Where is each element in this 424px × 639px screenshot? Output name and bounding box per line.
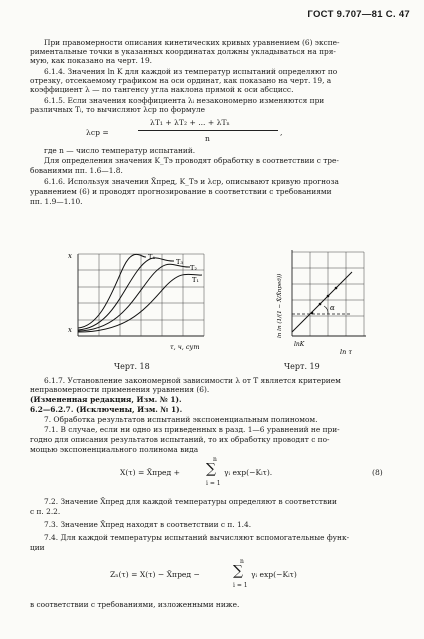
text-line: отрезку, отсекаемому графиком на оси ординат, как показано на черт. 19, а: [30, 76, 332, 85]
curve-t4: [78, 254, 146, 328]
sum-sign: ∑: [233, 563, 243, 579]
text-line: 7.3. Значение X̄пред находят в соответствии с п. 1.4.: [44, 520, 252, 529]
sum-bottom: i = 1: [206, 480, 221, 487]
formula-denominator: n: [205, 134, 210, 143]
y-top-label: x: [68, 252, 72, 260]
text-line: с п. 2.2.: [30, 507, 61, 516]
text-line: При правомерности описания кинетических кривых уравнением (6) экспе-: [44, 38, 340, 47]
figure-19: [268, 246, 378, 358]
sum-top: n: [213, 456, 217, 463]
text-line: 6.1.4. Значения ln K для каждой из температур испытаний определяют по: [44, 67, 338, 76]
lnk-label: lnK: [294, 341, 305, 348]
text-line: где n — число температур испытаний.: [44, 146, 196, 155]
text-line: коэффициент λ — по тангенсу угла наклона прямой к оси абсцисс.: [30, 85, 294, 94]
y-axis-label: ln ln (1/(1 − X̄/X̄пред)): [277, 273, 283, 338]
curve-label: T₃: [176, 258, 183, 266]
fit-line: [292, 272, 352, 332]
angle-label: α: [330, 304, 335, 312]
text-line: Для определения значения K_Tэ проводят обработку в соответствии с тре-: [44, 156, 339, 165]
text-line: 7.1. В случае, если ни одно из приведенных в разд. 1—6 уравнений не при-: [44, 425, 340, 434]
text-line: (Измененная редакция, Изм. № 1).: [30, 395, 182, 404]
text-line: бованиями пп. 1.6—1.8.: [30, 166, 123, 175]
figure-19-caption: Черт. 19: [284, 362, 320, 371]
text-line: 7.2. Значение X̄пред для каждой температуры определяют в соответствии: [44, 497, 337, 506]
formula-number: (8): [372, 468, 383, 477]
curve-t2: [78, 264, 190, 331]
sum-top: n: [240, 558, 244, 565]
formula-lhs: X(τ) = X̄пред +: [120, 468, 180, 477]
fraction-bar: [138, 130, 278, 131]
text-line: различных Tᵢ, то вычисляют λср по формуле: [30, 105, 205, 114]
sum-sign: ∑: [206, 461, 216, 477]
text-line: 7.4. Для каждой температуры испытаний вычисляют вспомогательные функ-: [44, 533, 350, 542]
figure-18: [62, 246, 212, 356]
text-line: 6.1.7. Установление закономерной зависимости λ от T является критерием: [44, 376, 341, 385]
formula-lhs: Zₙ(τ) = X(τ) − X̄пред −: [110, 570, 200, 579]
grid: [292, 252, 364, 336]
text-line: мую, как показано на черт. 19.: [30, 56, 152, 65]
text-line: 7. Обработка результатов испытаний экспоненциальным полиномом.: [44, 415, 318, 424]
text-line: ции: [30, 543, 45, 552]
text-line: 6.1.6. Используя значения X̄пред, K_Tэ и λср, описывают кривую прогноза: [44, 177, 339, 186]
curve-label: T₁: [192, 276, 199, 284]
formula-lhs: λср =: [86, 128, 109, 137]
x-axis-label: τ, ч, сут: [170, 343, 200, 351]
curve-label: T₂: [190, 264, 197, 272]
text-line: уравнением (6) и проводят прогнозирование в соответствии с требованиями: [30, 187, 332, 196]
y-bottom-label: x: [68, 326, 72, 334]
text-line: неправомерности применения уравнения (6).: [30, 385, 210, 394]
angle-arc: [324, 306, 328, 314]
curve-label: T₄: [148, 253, 155, 261]
formula-numerator: λT₁ + λT₂ + ... + λTₙ: [150, 118, 230, 127]
formula-term: γᵢ exp(−Kᵢτ): [251, 570, 297, 579]
sum-bottom: i = 1: [233, 582, 248, 589]
page-header: ГОСТ 9.707—81 С. 47: [307, 9, 410, 20]
text-line: годно для описания результатов испытаний, то их обработку проводят с по-: [30, 435, 330, 444]
text-line: в соответствии с требованиями, изложенными ниже.: [30, 600, 240, 609]
curves: [78, 254, 202, 332]
text-line: мощью экспоненциального полинома вида: [30, 445, 199, 454]
x-axis-label: ln τ: [340, 348, 352, 356]
figure-18-caption: Черт. 18: [114, 362, 150, 371]
text-line: 6.2—6.2.7. (Исключены, Изм. № 1).: [30, 405, 183, 414]
text-line: 6.1.5. Если значения коэффициента λᵢ незакономерно изменяются при: [44, 96, 325, 105]
formula-term: γᵢ exp(−Kᵢτ).: [224, 468, 273, 477]
text-line: риментальные точки в указанных координатах должны укладываться на пря-: [30, 47, 336, 56]
formula-tail: ,: [280, 128, 283, 137]
text-line: пп. 1.9—1.10.: [30, 197, 83, 206]
